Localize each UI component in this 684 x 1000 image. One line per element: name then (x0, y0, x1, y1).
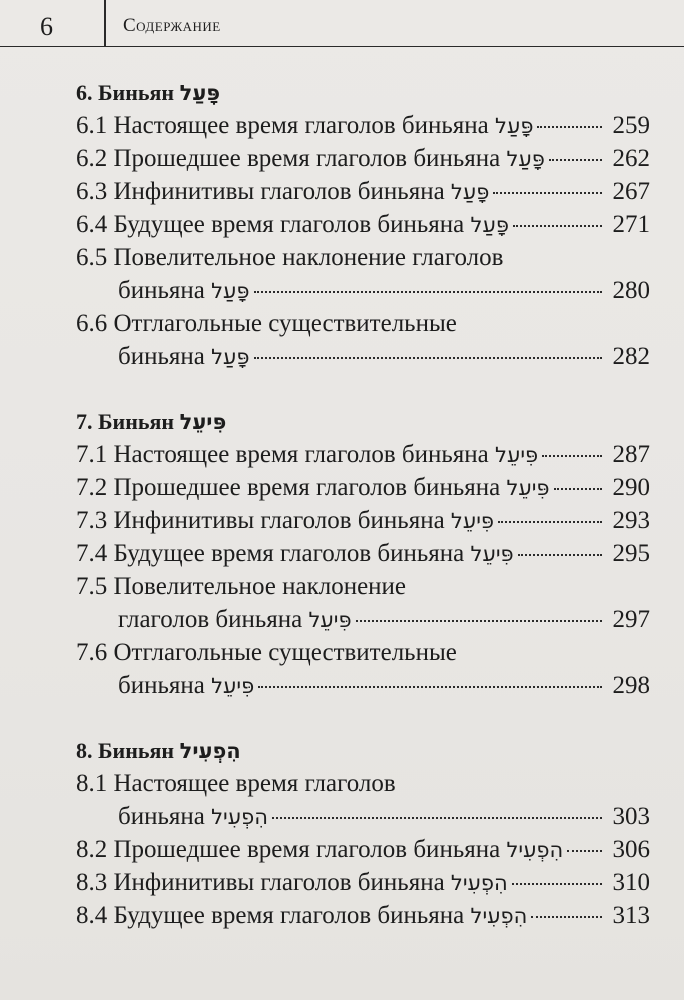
entry-title: Отглагольные существительные (113, 639, 457, 666)
toc-section (76, 734, 650, 932)
toc-entry-line (76, 899, 650, 932)
entry-title: биньяна (118, 803, 205, 830)
entry-hebrew-term: פָּעַל (506, 147, 545, 171)
entry-page-number: 271 (612, 211, 650, 238)
section-title (76, 405, 650, 438)
section-hebrew-term: הִפְעִיל (179, 739, 241, 763)
entry-number: 8.3 (76, 869, 108, 896)
entry-title: Будущее время глаголов биньяна (113, 540, 465, 567)
table-of-contents (76, 76, 650, 964)
entry-hebrew-term: פִּיעֵל (211, 674, 255, 698)
entry-number: 6.3 (76, 178, 108, 205)
entry-title: Повелительное наклонение глаголов (113, 244, 504, 271)
entry-number: 6.6 (76, 310, 108, 337)
entry-title: Прошедшее время глаголов биньяна (113, 474, 501, 501)
section-title-text: 8. Биньян (76, 738, 175, 763)
entry-hebrew-term: הִפְעִיל (211, 805, 268, 829)
entry-title: Инфинитивы глаголов биньяна (113, 178, 445, 205)
entry-number: 7.4 (76, 540, 108, 567)
section-title (76, 734, 650, 767)
toc-entry[interactable] (76, 307, 650, 373)
entry-page-number: 290 (612, 474, 650, 501)
toc-entry-line (76, 767, 650, 800)
entry-title: Прошедшее время глаголов биньяна (113, 145, 501, 172)
section-title-text: 7. Биньян (76, 409, 175, 434)
entry-hebrew-term: פָּעַל (211, 345, 250, 369)
entry-hebrew-term: הִפְעִיל (470, 904, 528, 928)
toc-section (76, 405, 650, 702)
entry-title: глаголов биньяна (118, 606, 303, 633)
entry-hebrew-term: הִפְעִיל (506, 838, 564, 862)
dot-leader (512, 883, 602, 885)
toc-entry-line (76, 800, 650, 833)
entry-number: 8.2 (76, 836, 108, 863)
entry-title: Настоящее время глаголов биньяна (113, 112, 489, 139)
dot-leader (567, 850, 602, 852)
entry-hebrew-term: פָּעַל (450, 180, 490, 204)
toc-entry[interactable] (76, 767, 650, 833)
toc-entry-line (76, 274, 650, 307)
dot-leader (258, 686, 602, 688)
toc-entry[interactable] (76, 142, 650, 175)
toc-entry-line (76, 866, 650, 899)
toc-entry[interactable] (76, 570, 650, 636)
toc-entry-line (76, 340, 650, 373)
entry-page-number: 306 (612, 836, 650, 863)
entry-page-number: 280 (612, 277, 650, 304)
entry-page-number: 313 (612, 902, 650, 929)
toc-entry[interactable] (76, 899, 650, 932)
entry-page-number: 259 (612, 112, 650, 139)
entry-hebrew-term: הִפְעִיל (450, 871, 508, 895)
entry-title: Инфинитивы глаголов биньяна (113, 507, 445, 534)
toc-entry-line (76, 570, 650, 603)
entry-page-number: 298 (612, 672, 650, 699)
dot-leader (513, 225, 602, 227)
toc-entry[interactable] (76, 109, 650, 142)
dot-leader (549, 159, 602, 161)
entry-page-number: 303 (612, 803, 650, 830)
entry-hebrew-term: פִּיעֵל (308, 608, 352, 632)
toc-entry-line (76, 142, 650, 175)
dot-leader (356, 620, 602, 622)
toc-entry-line (76, 175, 650, 208)
entry-number: 7.1 (76, 441, 108, 468)
dot-leader (254, 357, 602, 359)
header-divider (104, 0, 106, 46)
page-number: 6 (40, 12, 53, 41)
dot-leader (531, 916, 602, 918)
entry-number: 7.2 (76, 474, 108, 501)
entry-page-number: 310 (612, 869, 650, 896)
section-hebrew-term: פָּעַל (179, 81, 221, 105)
toc-section (76, 76, 650, 373)
toc-entry[interactable] (76, 504, 650, 537)
entry-title: Отглагольные существительные (113, 310, 457, 337)
toc-entry-line (76, 603, 650, 636)
entry-hebrew-term: פָּעַל (211, 279, 250, 303)
dot-leader (493, 192, 602, 194)
entry-title: Инфинитивы глаголов биньяна (113, 869, 445, 896)
entry-title: биньяна (118, 672, 205, 699)
entry-number: 7.6 (76, 639, 108, 666)
entry-title: Прошедшее время глаголов биньяна (113, 836, 501, 863)
section-title (76, 76, 650, 109)
entry-number: 7.5 (76, 573, 108, 600)
entry-page-number: 295 (612, 540, 650, 567)
entry-page-number: 287 (612, 441, 650, 468)
entry-number: 8.4 (76, 902, 108, 929)
toc-entry[interactable] (76, 241, 650, 307)
dot-leader (554, 488, 602, 490)
toc-entry-line (76, 669, 650, 702)
entry-title: биньяна (118, 277, 205, 304)
entry-hebrew-term: פָּעַל (495, 114, 534, 138)
entry-page-number: 293 (612, 507, 650, 534)
toc-entry[interactable] (76, 175, 650, 208)
entry-title: Будущее время глаголов биньяна (113, 902, 465, 929)
entry-title: биньяна (118, 343, 205, 370)
entry-number: 8.1 (76, 770, 108, 797)
toc-entry[interactable] (76, 438, 650, 471)
toc-entry-line (76, 438, 650, 471)
entry-number: 6.1 (76, 112, 108, 139)
toc-entry-line (76, 833, 650, 866)
dot-leader (254, 291, 602, 293)
dot-leader (272, 817, 602, 819)
toc-entry-line (76, 504, 650, 537)
toc-entry[interactable] (76, 866, 650, 899)
entry-page-number: 262 (612, 145, 650, 172)
toc-entry-line (76, 471, 650, 504)
entry-number: 7.3 (76, 507, 108, 534)
entry-title: Настоящее время глаголов биньяна (113, 441, 489, 468)
dot-leader (537, 126, 602, 128)
toc-entry-line (76, 537, 650, 570)
toc-entry-line (76, 307, 650, 340)
running-head: Содержание (123, 15, 221, 36)
dot-leader (518, 554, 602, 556)
entry-hebrew-term: פִּיעֵל (470, 542, 514, 566)
toc-entry-line (76, 636, 650, 669)
entry-page-number: 297 (612, 606, 650, 633)
entry-page-number: 282 (612, 343, 650, 370)
entry-number: 6.2 (76, 145, 108, 172)
entry-hebrew-term: פִּיעֵל (450, 509, 495, 533)
section-hebrew-term: פִּיעֵל (179, 410, 227, 434)
toc-entry[interactable] (76, 636, 650, 702)
entry-title: Повелительное наклонение (113, 573, 407, 600)
entry-hebrew-term: פִּיעֵל (506, 476, 550, 500)
toc-entry[interactable] (76, 833, 650, 866)
entry-title: Настоящее время глаголов (113, 770, 396, 797)
toc-entry[interactable] (76, 208, 650, 241)
entry-title: Будущее время глаголов биньяна (113, 211, 465, 238)
toc-entry[interactable] (76, 471, 650, 504)
toc-entry-line (76, 208, 650, 241)
entry-number: 6.5 (76, 244, 108, 271)
entry-hebrew-term: פִּיעֵל (495, 443, 539, 467)
entry-hebrew-term: פָּעַל (470, 213, 509, 237)
entry-number: 6.4 (76, 211, 108, 238)
dot-leader (542, 455, 602, 457)
page-header (0, 0, 684, 47)
toc-entry[interactable] (76, 537, 650, 570)
dot-leader (498, 521, 602, 523)
toc-entry-line (76, 241, 650, 274)
section-title-text: 6. Биньян (76, 80, 175, 105)
toc-entry-line (76, 109, 650, 142)
entry-page-number: 267 (612, 178, 650, 205)
